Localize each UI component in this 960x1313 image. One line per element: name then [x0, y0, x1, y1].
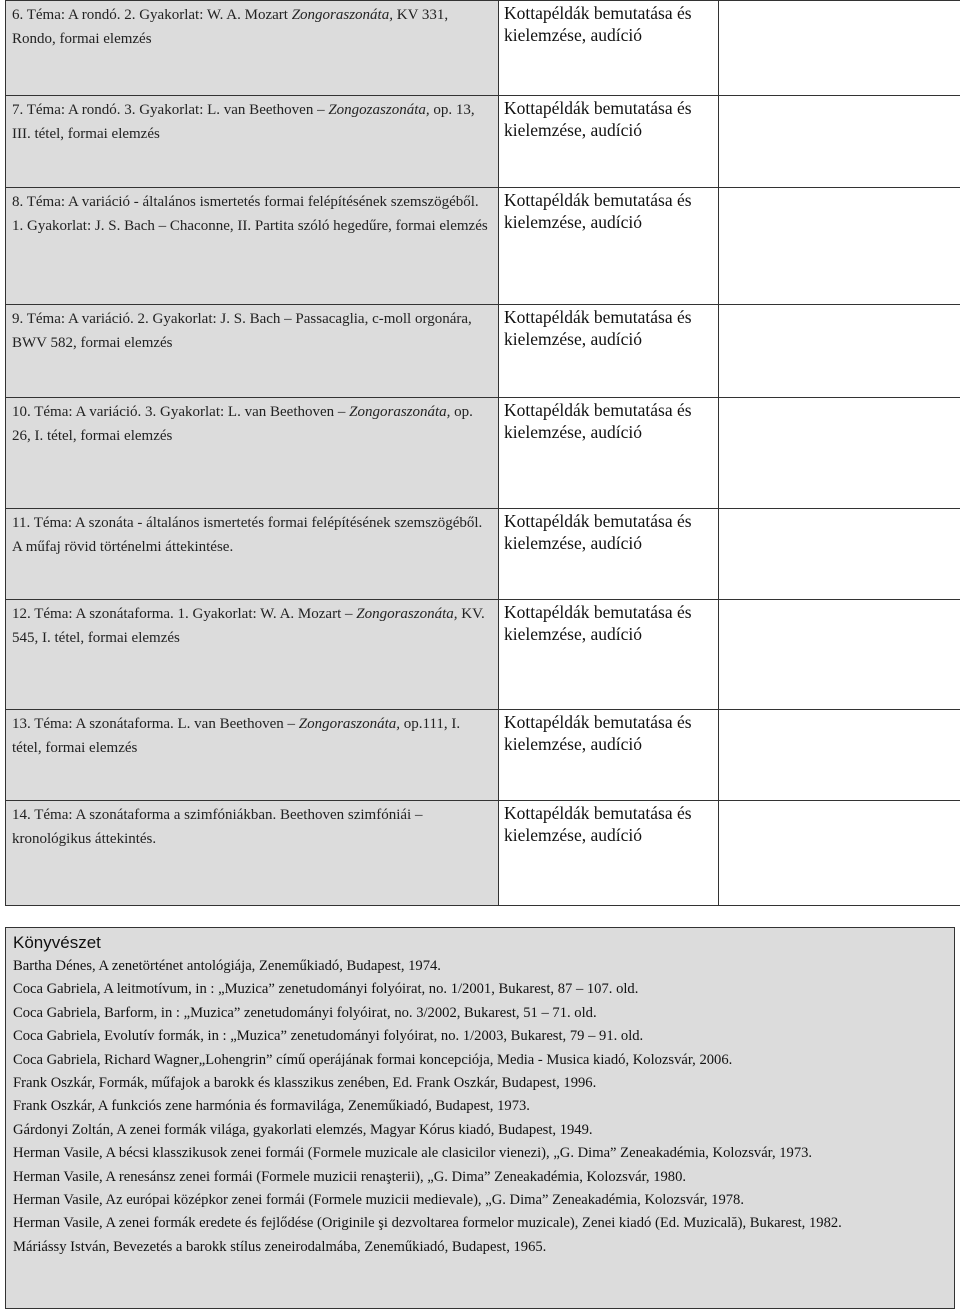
method-cell — [499, 305, 719, 398]
topic-cell — [6, 305, 499, 398]
table-row — [6, 188, 960, 305]
topic-number: 11. — [12, 515, 31, 531]
topic-main-text: Téma: A rondó. 3. Gyakorlat: L. van Beethoven – — [26, 102, 329, 118]
bibliography-item: Coca Gabriela, A leitmotívum, in : „Muzica” zenetudományi folyóirat, no. 1/2001, Bukarest, 87 – 107. old. — [13, 981, 639, 998]
empty-cell — [719, 801, 960, 906]
topic-number: 13. — [12, 716, 31, 732]
method-text: Kottapéldák bemutatása és kielemzése, audíció — [504, 803, 692, 845]
topic-main-text: Téma: A variáció. 2. Gyakorlat: J. S. Bach – Passacaglia, c-moll orgonára, BWV 582, formai elemzés — [12, 311, 472, 351]
topic-number: 12. — [12, 606, 31, 622]
bibliography-item: Coca Gabriela, Evolutív formák, in : „Muzica” zenetudományi folyóirat, no. 1/2003, Bukarest, 79 – 91. old. — [13, 1028, 644, 1045]
empty-cell — [719, 1, 960, 96]
method-cell — [499, 600, 719, 710]
method-cell — [499, 398, 719, 509]
topic-text — [6, 305, 498, 355]
table-row — [6, 509, 960, 600]
empty-cell — [719, 710, 960, 801]
table-row — [6, 398, 960, 509]
bibliography-item: Herman Vasile, A renesánsz zenei formái (Formele muzicii renaşterii), „G. Dima” Zeneakadémia, Kolozsvár, 1980. — [13, 1168, 687, 1185]
empty-cell — [719, 509, 960, 600]
topic-text — [6, 801, 498, 851]
table-row — [6, 305, 960, 398]
bibliography-item: Bartha Dénes, A zenetörténet antológiája, Zeneműkiadó, Budapest, 1974. — [13, 958, 441, 974]
empty-cell — [719, 96, 960, 188]
bibliography-list — [13, 955, 947, 1259]
topic-rest-text: op.111, I. tétel, formai elemzés — [12, 716, 461, 756]
topic-text — [6, 1, 498, 51]
topic-italic-text: Zongoraszonáta, — [298, 716, 401, 732]
topic-cell — [6, 398, 499, 509]
topic-cell — [6, 710, 499, 801]
bibliography-item: Frank Oszkár, Formák, műfajok a barokk és klasszikus zenében, Ed. Frank Oszkár, Budapest, 1996. — [13, 1075, 597, 1092]
topic-main-text: Téma: A variáció. 3. Gyakorlat: L. van Beethoven – — [34, 404, 350, 420]
empty-cell — [719, 600, 960, 710]
method-cell — [499, 188, 719, 305]
empty-cell — [719, 398, 960, 509]
topic-rest-text: KV. 545, I. tétel, formai elemzés — [12, 606, 485, 646]
topic-italic-text: Zongoraszonáta, — [356, 606, 458, 622]
topic-main-text: Téma: A variáció - általános ismertetés formai felépítésének szemszögéből. 1. Gyakorlat: J. S. Bach – Chaconne, II. Partita szóló hegedűre, formai elemzés — [12, 194, 488, 234]
method-cell — [499, 96, 719, 188]
method-text: Kottapéldák bemutatása és kielemzése, audíció — [504, 307, 692, 349]
topic-rest-text: op. 26, I. tétel, formai elemzés — [12, 404, 473, 444]
bibliography-item: Coca Gabriela, Richard Wagner„Lohengrin” című operájának formai koncepciója, Media - Musica kiadó, Kolozsvár, 2006. — [13, 1051, 733, 1068]
topic-main-text: Téma: A szonátaforma. 1. Gyakorlat: W. A. Mozart – — [34, 606, 357, 622]
topic-number: 10. — [12, 404, 31, 420]
method-text: Kottapéldák bemutatása és kielemzése, audíció — [504, 3, 692, 45]
bibliography-item: Máriássy István, Bevezetés a barokk stílus zeneirodalmába, Zeneműkiadó, Budapest, 1965. — [13, 1238, 547, 1255]
topic-rest-text: KV 331, Rondo, formai elemzés — [12, 7, 449, 47]
table-row — [6, 1, 960, 96]
topic-main-text: Téma: A rondó. 2. Gyakorlat: W. A. Mozart — [26, 7, 292, 23]
topic-rest-text: op. 13, III. tétel, formai elemzés — [12, 102, 475, 142]
topic-number: 8. — [12, 194, 24, 210]
bibliography-title: Könyvészet — [13, 933, 101, 952]
empty-cell — [719, 188, 960, 305]
table-row — [6, 801, 960, 906]
method-text: Kottapéldák bemutatása és kielemzése, audíció — [504, 602, 692, 644]
method-text: Kottapéldák bemutatása és kielemzése, audíció — [504, 712, 692, 754]
bibliography-item: Herman Vasile, A bécsi klasszikusok zenei formái (Formele muzicale ale clasicilor vienezi), „G. Dima” Zeneakadémia, Kolozsvár, 1973. — [13, 1145, 813, 1162]
bibliography-box — [5, 927, 955, 1309]
topic-cell — [6, 96, 499, 188]
method-text: Kottapéldák bemutatása és kielemzése, audíció — [504, 511, 692, 553]
topic-main-text: Téma: A szonátaforma a szimfóniákban. Beethoven szimfóniái – kronológikus áttekintés. — [12, 807, 423, 847]
method-text: Kottapéldák bemutatása és kielemzése, audíció — [504, 400, 692, 442]
topic-cell — [6, 188, 499, 305]
table-row — [6, 600, 960, 710]
topic-text — [6, 398, 498, 448]
course-table — [5, 0, 960, 906]
topic-italic-text: Zongoraszonáta, — [291, 7, 393, 23]
topic-number: 14. — [12, 807, 31, 823]
topic-number: 6. — [12, 7, 24, 23]
topic-main-text: Téma: A szonáta - általános ismertetés formai felépítésének szemszögéből. A műfaj rövid történelmi áttekintése. — [12, 515, 483, 555]
topic-text — [6, 188, 498, 238]
topic-text — [6, 710, 498, 760]
topic-text — [6, 96, 498, 146]
topic-italic-text: Zongozaszonáta, — [328, 102, 430, 118]
empty-cell — [719, 305, 960, 398]
topic-text — [6, 509, 498, 559]
method-cell — [499, 710, 719, 801]
topic-number: 7. — [12, 102, 24, 118]
bibliography-item: Frank Oszkár, A funkciós zene harmónia és formavilága, Zeneműkiadó, Budapest, 1973. — [13, 1098, 530, 1115]
method-cell — [499, 509, 719, 600]
method-cell — [499, 801, 719, 906]
topic-text — [6, 600, 498, 650]
topic-cell — [6, 1, 499, 96]
method-text: Kottapéldák bemutatása és kielemzése, audíció — [504, 190, 692, 232]
method-cell — [499, 1, 719, 96]
topic-number: 9. — [12, 311, 24, 327]
topic-main-text: Téma: A szonátaforma. L. van Beethoven – — [34, 716, 299, 732]
table-row — [6, 710, 960, 801]
bibliography-item: Gárdonyi Zoltán, A zenei formák világa, gyakorlati elemzés, Magyar Kórus kiadó, Budapest, 1949. — [13, 1121, 593, 1138]
bibliography-item: Herman Vasile, Az európai középkor zenei formái (Formele muzicii medievale), „G. Dima” Zeneakadémia, Kolozsvár, 1978. — [13, 1192, 744, 1209]
topic-italic-text: Zongoraszonáta, — [349, 404, 451, 420]
table-row — [6, 96, 960, 188]
method-text: Kottapéldák bemutatása és kielemzése, audíció — [504, 98, 692, 140]
bibliography-item: Herman Vasile, A zenei formák eredete és fejlődése (Originile şi dezvoltarea formelor muzicale), Zenei kiadó (Ed. Muzicală), Bukarest, 1982. — [13, 1215, 842, 1232]
topic-cell — [6, 600, 499, 710]
bibliography-item: Coca Gabriela, Barform, in : „Muzica” zenetudományi folyóirat, no. 3/2002, Bukarest, 51 – 71. old. — [13, 1004, 597, 1021]
topic-cell — [6, 801, 499, 906]
topic-cell — [6, 509, 499, 600]
